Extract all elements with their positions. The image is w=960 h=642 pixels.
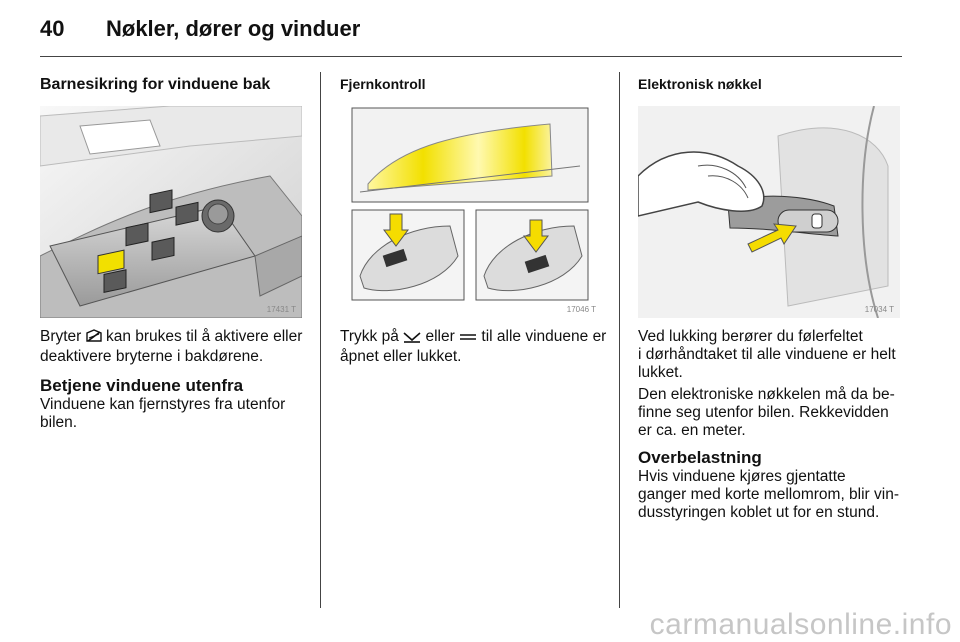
column-electronic-key	[638, 76, 762, 92]
text-line: er ca. en meter.	[638, 422, 746, 439]
section-title-electronic-key: Elektronisk nøkkel	[638, 76, 762, 92]
figure-door-handle	[638, 106, 900, 318]
text-segment: deaktivere bryterne i bakdørene.	[40, 348, 264, 365]
paragraph-remote	[340, 328, 610, 366]
text-line: Ved lukking berører du følerfeltet	[638, 328, 863, 345]
text-segment: Trykk på	[340, 328, 399, 345]
text-segment: Bryter	[40, 328, 82, 345]
paragraph-key-range	[638, 386, 908, 440]
text-line: bilen.	[40, 414, 78, 431]
paragraph-overload	[638, 468, 908, 522]
heading-overload: Overbelastning	[638, 448, 762, 467]
child-lock-window-icon	[86, 329, 102, 348]
figure-remote-control	[340, 106, 602, 318]
remote-illustration	[340, 106, 602, 318]
figure-code: 17034 T	[864, 305, 894, 314]
section-title-child-lock: Barnesikring for vinduene bak	[40, 76, 271, 93]
figure-code: 17046 T	[566, 305, 596, 314]
text-line: dusstyringen koblet ut for en stund.	[638, 504, 880, 521]
section-title-remote: Fjernkontroll	[340, 76, 426, 92]
text-line: ganger med korte mellomrom, blir vin-	[638, 486, 900, 503]
text-segment: til alle vinduene er	[481, 328, 607, 345]
column-remote	[340, 76, 426, 92]
column-divider-2	[619, 72, 620, 608]
page-title: Nøkler, dører og vinduer	[106, 16, 361, 41]
text-line: Den elektroniske nøkkelen må da be-	[638, 386, 895, 403]
unlock-icon	[403, 330, 421, 348]
page-number: 40	[40, 16, 65, 41]
column-divider-1	[320, 72, 321, 608]
watermark: carmanualsonline.info	[649, 608, 952, 641]
text-line: åpnet eller lukket.	[340, 348, 462, 365]
figure-door-switch-panel	[40, 106, 302, 318]
text-line: Vinduene kan fjernstyres fra utenfor	[40, 396, 286, 413]
text-segment: eller	[425, 328, 455, 345]
text-line: finne seg utenfor bilen. Rekkevidden	[638, 404, 889, 421]
paragraph-operate-outside	[40, 396, 310, 432]
header-rule	[40, 56, 902, 57]
column-child-lock	[40, 76, 270, 94]
text-line: lukket.	[638, 364, 683, 381]
text-line: Hvis vinduene kjøres gjentatte	[638, 468, 846, 485]
paragraph-child-lock	[40, 328, 310, 366]
door-handle-illustration	[638, 106, 900, 318]
text-line: i dørhåndtaket til alle vinduene er helt	[638, 346, 896, 363]
text-segment: kan brukes til å aktivere eller	[105, 328, 303, 345]
paragraph-closing	[638, 328, 908, 382]
lock-icon	[459, 330, 477, 348]
figure-code: 17431 T	[266, 305, 296, 314]
heading-operate-outside: Betjene vinduene utenfra	[40, 376, 244, 395]
door-switch-illustration	[40, 106, 302, 318]
